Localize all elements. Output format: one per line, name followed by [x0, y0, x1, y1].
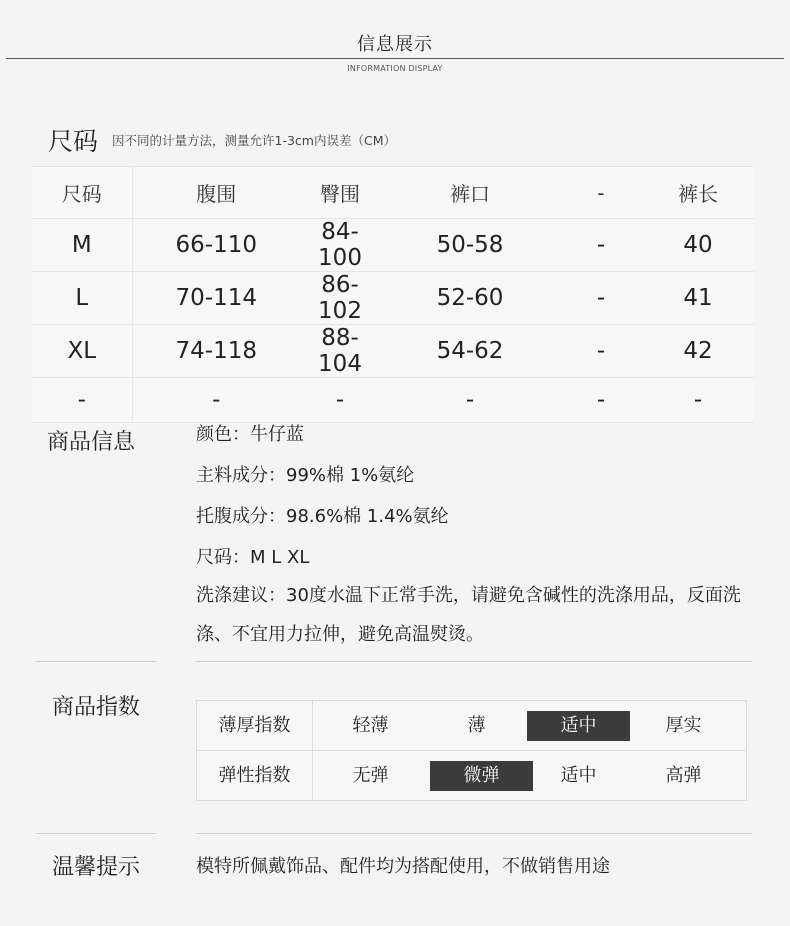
table-cell: 86-102	[300, 272, 380, 325]
table-cell: M	[32, 219, 132, 272]
product-info-heading: 商品信息	[47, 430, 136, 455]
elasticity-option-selected: 微弹	[430, 761, 533, 791]
section-divider	[36, 833, 156, 834]
table-cell: 74-118	[132, 325, 300, 378]
table-cell: 84-100	[300, 219, 380, 272]
tips-heading: 温馨提示	[52, 855, 141, 880]
size-col-header: 腹围	[132, 167, 300, 219]
table-cell: L	[32, 272, 132, 325]
thickness-option: 轻薄	[352, 715, 389, 736]
product-index-heading: 商品指数	[52, 695, 141, 720]
section-divider	[36, 661, 156, 662]
table-cell: XL	[32, 325, 132, 378]
section-divider	[196, 833, 752, 834]
size-col-header: 裤口	[380, 167, 560, 219]
table-cell: -	[642, 378, 754, 423]
size-table-header	[32, 167, 754, 219]
header-divider	[6, 58, 784, 59]
table-cell: 42	[642, 325, 754, 378]
page-subtitle: INFORMATION DISPLAY	[347, 64, 443, 73]
elasticity-label: 弹性指数	[197, 751, 313, 800]
table-cell: 40	[642, 219, 754, 272]
section-divider	[196, 661, 752, 662]
table-cell: 52-60	[380, 272, 560, 325]
table-cell: -	[32, 378, 132, 423]
table-cell: -	[380, 378, 560, 423]
size-col-header: -	[560, 167, 642, 219]
size-heading: 尺码	[48, 127, 99, 156]
table-cell: -	[560, 272, 642, 325]
info-belly-material: 托腹成分：98.6%棉 1.4%氨纶	[196, 506, 449, 527]
page-title: 信息展示	[357, 34, 433, 55]
table-row	[32, 378, 754, 423]
table-cell: 66-110	[132, 219, 300, 272]
info-main-material: 主料成分：99%棉 1%氨纶	[196, 465, 415, 486]
table-cell: 50-58	[380, 219, 560, 272]
table-cell: 70-114	[132, 272, 300, 325]
elasticity-option: 无弹	[352, 765, 389, 786]
table-row	[32, 219, 754, 272]
elasticity-option: 高弹	[665, 765, 702, 786]
thickness-option: 薄	[467, 715, 486, 736]
table-cell: -	[560, 219, 642, 272]
size-col-header: 臀围	[300, 167, 380, 219]
table-cell: -	[300, 378, 380, 423]
info-color: 颜色：牛仔蓝	[196, 424, 304, 445]
table-cell: 41	[642, 272, 754, 325]
index-table	[196, 700, 747, 801]
elasticity-option: 适中	[560, 765, 597, 786]
table-cell: 88-104	[300, 325, 380, 378]
size-note: 因不同的计量方法，测量允许1-3cm内误差（CM）	[112, 133, 396, 148]
size-col-header: 裤长	[642, 167, 754, 219]
size-table	[32, 166, 754, 423]
table-cell: 54-62	[380, 325, 560, 378]
table-cell: -	[560, 378, 642, 423]
table-cell: -	[132, 378, 300, 423]
thickness-option: 厚实	[665, 715, 702, 736]
table-row	[32, 272, 754, 325]
table-cell: -	[560, 325, 642, 378]
info-washing: 洗涤建议：30度水温下正常手洗，请避免含碱性的洗涤用品，反面洗涤、不宜用力拉伸，避免高温熨烫。	[196, 585, 741, 645]
info-sizes: 尺码：M L XL	[196, 547, 310, 568]
thickness-option-selected: 适中	[527, 711, 630, 741]
size-col-header: 尺码	[32, 167, 132, 219]
tips-text: 模特所佩戴饰品、配件均为搭配使用，不做销售用途	[196, 856, 610, 877]
table-row	[32, 325, 754, 378]
thickness-label: 薄厚指数	[197, 701, 313, 750]
thickness-row	[197, 701, 746, 751]
elasticity-row	[197, 751, 746, 800]
